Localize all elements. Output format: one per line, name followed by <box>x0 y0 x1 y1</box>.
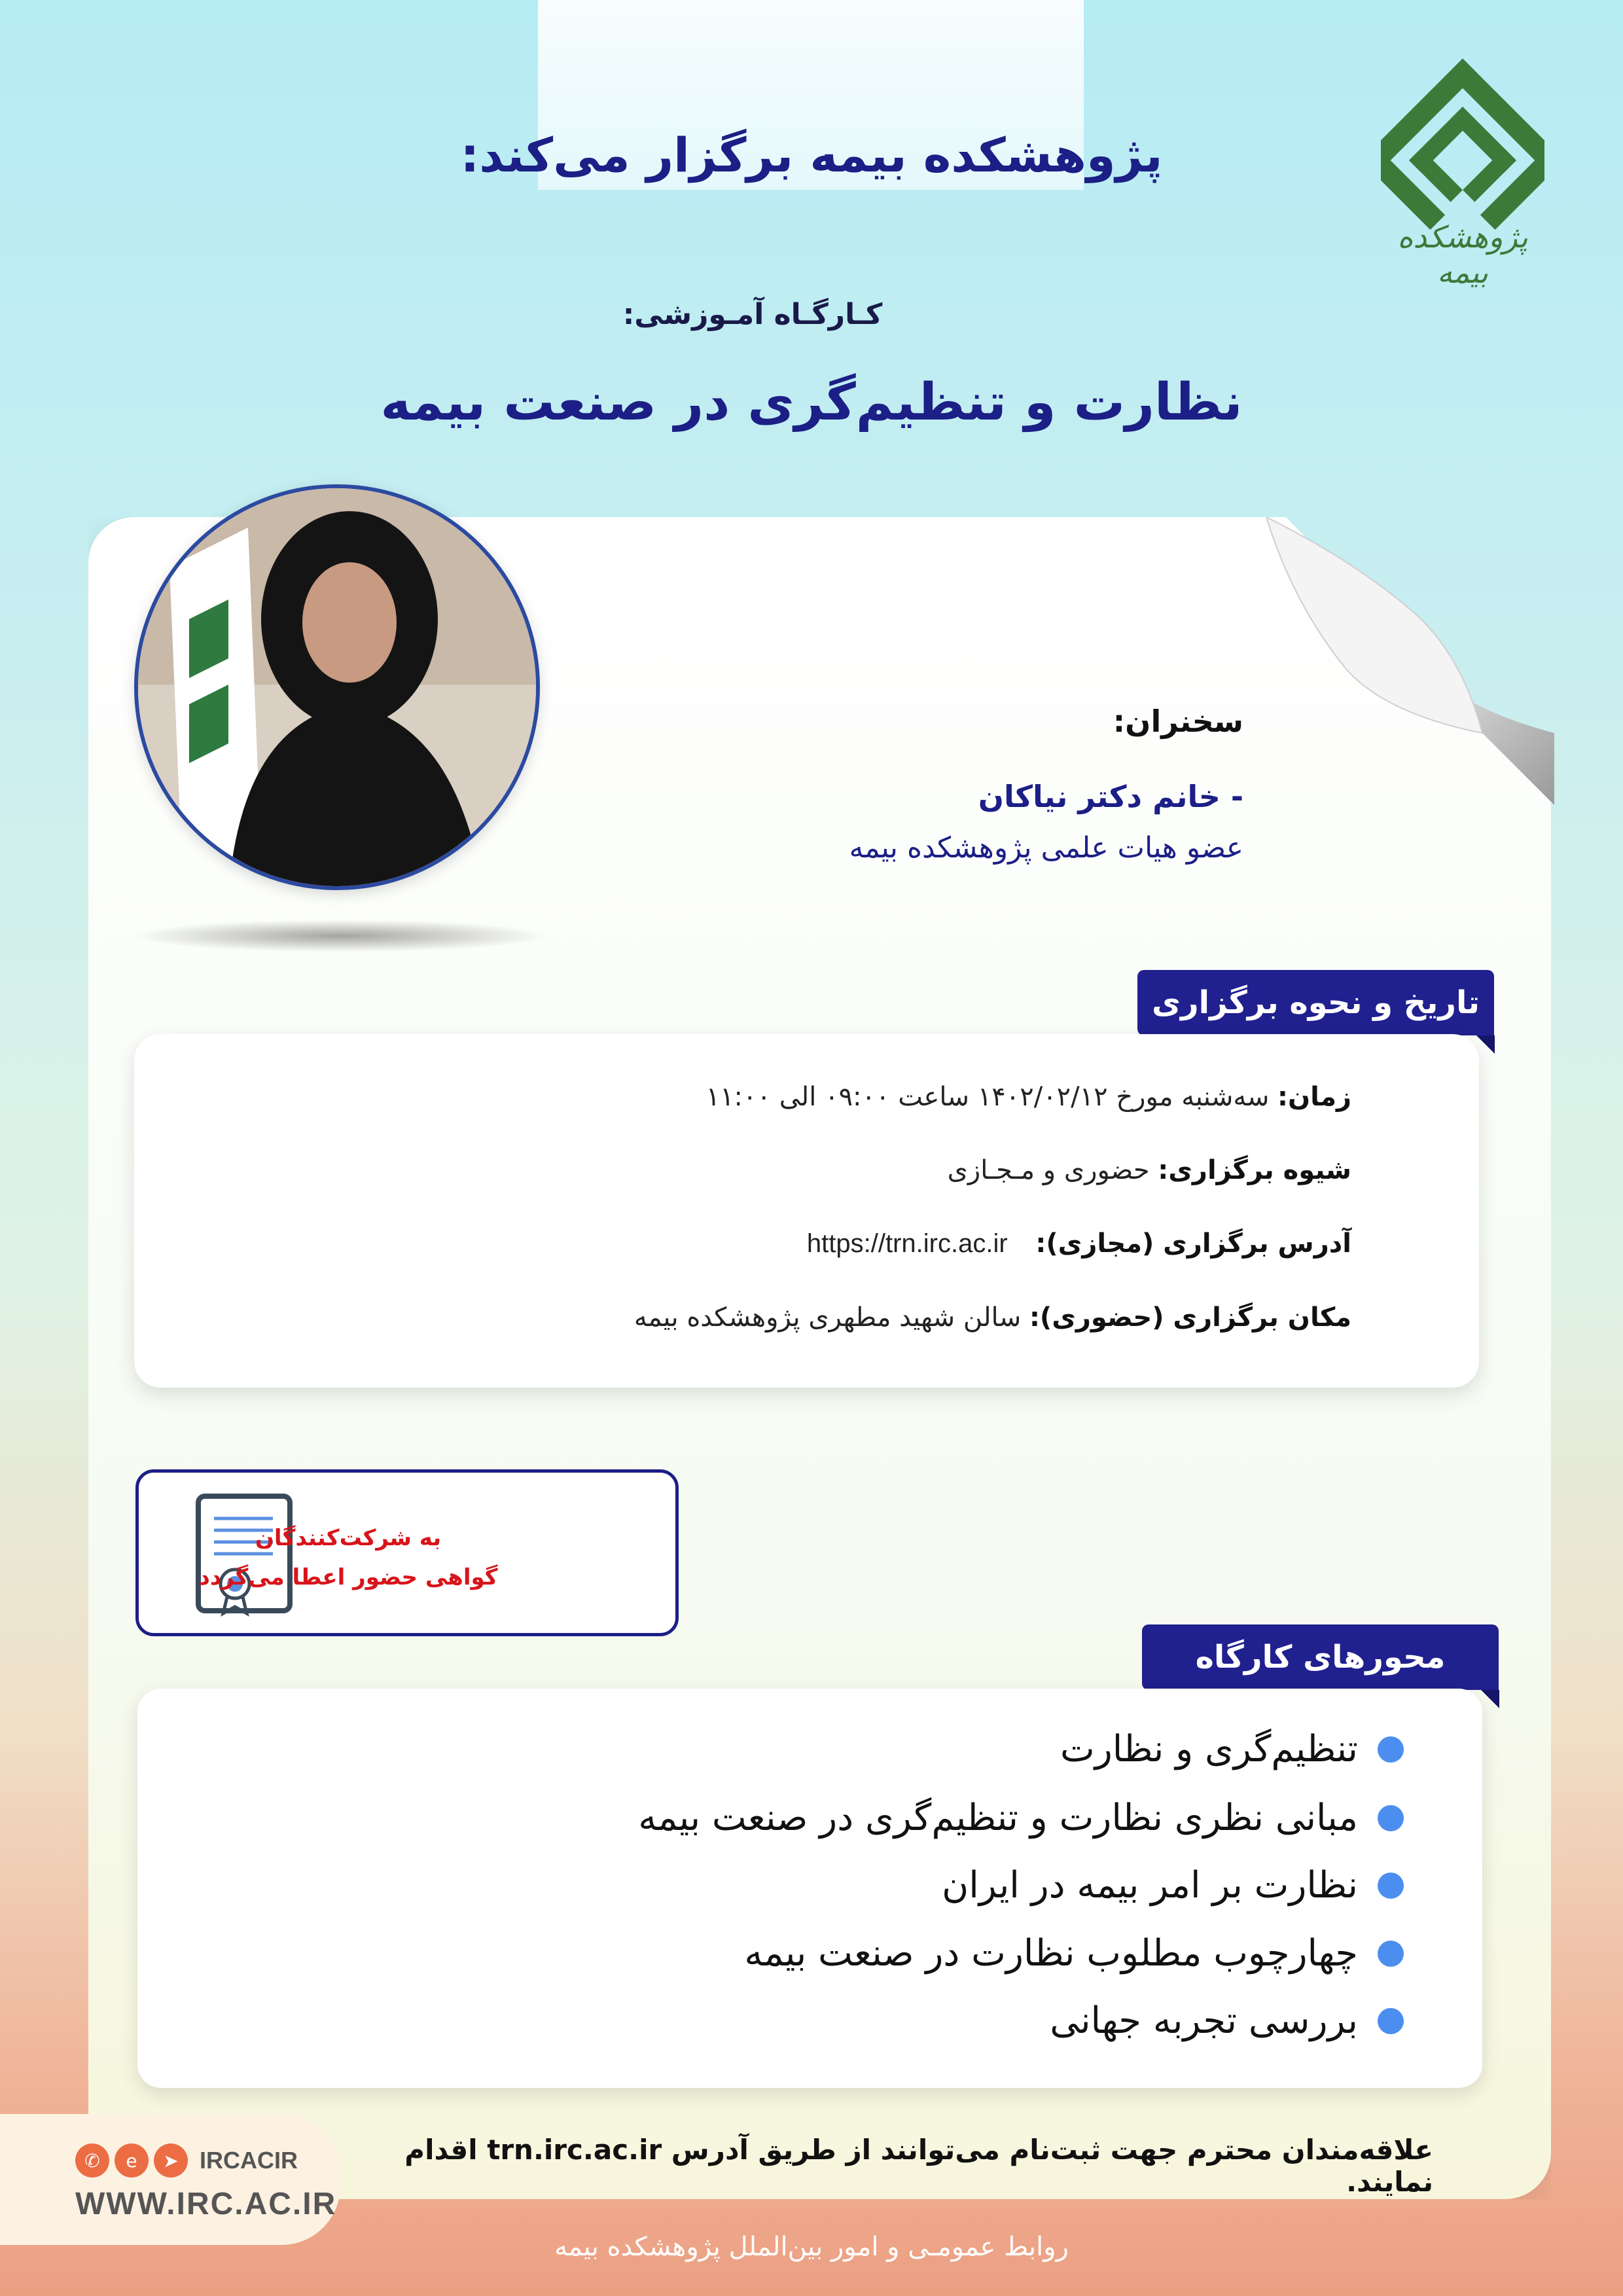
certificate-notice <box>135 1469 679 1636</box>
topic-item <box>1060 1728 1404 1770</box>
website-link[interactable]: WWW.IRC.AC.IR <box>75 2187 337 2221</box>
bullet-icon <box>1378 1873 1404 1899</box>
topic-item <box>744 1932 1404 1975</box>
social-handle[interactable]: IRCACIR <box>200 2147 298 2174</box>
speaker-name: - خانم دکتر نیاکان <box>978 779 1243 814</box>
topic-item <box>638 1797 1404 1839</box>
certificate-line-2: گواهی حضور اعطا می‌گردد <box>198 1564 498 1590</box>
venue-label: مکان برگزاری (حضوری): <box>1029 1302 1351 1333</box>
format-label: شیوه برگزاری: <box>1158 1155 1351 1185</box>
photo-shadow <box>131 920 550 952</box>
venue-value: سالن شهید مطهری پژوهشکده بیمه <box>633 1302 1022 1333</box>
event-type-label: کـارگـاه آمـوزشی: <box>622 298 883 331</box>
bullet-icon <box>1378 1941 1404 1967</box>
time-row <box>706 1082 1351 1112</box>
footer-contact-tab <box>0 2114 340 2245</box>
speaker-role: عضو هیات علمی پژوهشکده بیمه <box>849 831 1243 865</box>
schedule-card <box>134 1034 1479 1388</box>
topics-card <box>137 1689 1482 2088</box>
schedule-section-tab: تاریخ و نحوه برگزاری <box>1137 970 1494 1035</box>
eitaa-icon[interactable]: e <box>115 2144 149 2178</box>
online-address-row <box>807 1229 1351 1259</box>
bullet-icon <box>1378 1805 1404 1831</box>
speaker-portrait <box>134 488 536 890</box>
topic-text: چهارچوب مطلوب نظارت در صنعت بیمه <box>744 1932 1358 1975</box>
topic-item <box>1050 2000 1404 2042</box>
speakers-label: سخنران: <box>1113 704 1243 739</box>
time-value: سه‌شنبه مورخ ۱۴۰۲/۰۲/۱۲ ساعت ۰۹:۰۰ الی ۱۱:۰۰ <box>705 1082 1270 1112</box>
topic-text: نظارت بر امر بیمه در ایران <box>942 1864 1358 1907</box>
format-row <box>948 1155 1351 1185</box>
bullet-icon <box>1378 2008 1404 2034</box>
logo-wordmark: پژوهشکده بیمه <box>1397 219 1528 290</box>
online-address-link[interactable]: https://trn.irc.ac.ir <box>806 1229 1008 1258</box>
format-value: حضوری و مـجـازی <box>947 1155 1150 1185</box>
telegram-icon[interactable]: ➤ <box>154 2144 188 2178</box>
certificate-line-1: به شرکت‌کنندگان <box>255 1525 442 1551</box>
venue-row <box>634 1302 1351 1333</box>
topic-text: تنظیم‌گری و نظارت <box>1060 1728 1358 1770</box>
social-links <box>75 2144 298 2178</box>
event-title: نظارت و تنظیم‌گری در صنعت بیمه <box>380 373 1243 432</box>
bullet-icon <box>1378 1736 1404 1763</box>
certificate-text <box>165 1518 531 1597</box>
registration-callout: علاقه‌مندان محترم جهت ثبت‌نام می‌توانند از طریق آدرس trn.irc.ac.ir اقدام نمایند. <box>404 2134 1433 2198</box>
speaker-photo <box>134 484 540 890</box>
online-address-label: آدرس برگزاری (مجازی): <box>1035 1229 1351 1259</box>
topics-section-tab: محورهای کارگاه <box>1142 1624 1499 1690</box>
page-curl-decoration <box>1266 517 1554 805</box>
announcement-headline: پژوهشکده بیمه برگزار می‌کند: <box>460 128 1163 183</box>
topic-text: مبانی نظری نظارت و تنظیم‌گری در صنعت بیمه <box>638 1797 1358 1839</box>
topic-text: بررسی تجربه جهانی <box>1050 2000 1358 2042</box>
topic-item <box>942 1864 1404 1907</box>
footer-credit: روابط عمومـی و امور بین‌الملل پژوهشکده بیمه <box>554 2232 1069 2262</box>
whatsapp-icon[interactable]: ✆ <box>75 2144 109 2178</box>
time-label: زمان: <box>1277 1082 1351 1112</box>
